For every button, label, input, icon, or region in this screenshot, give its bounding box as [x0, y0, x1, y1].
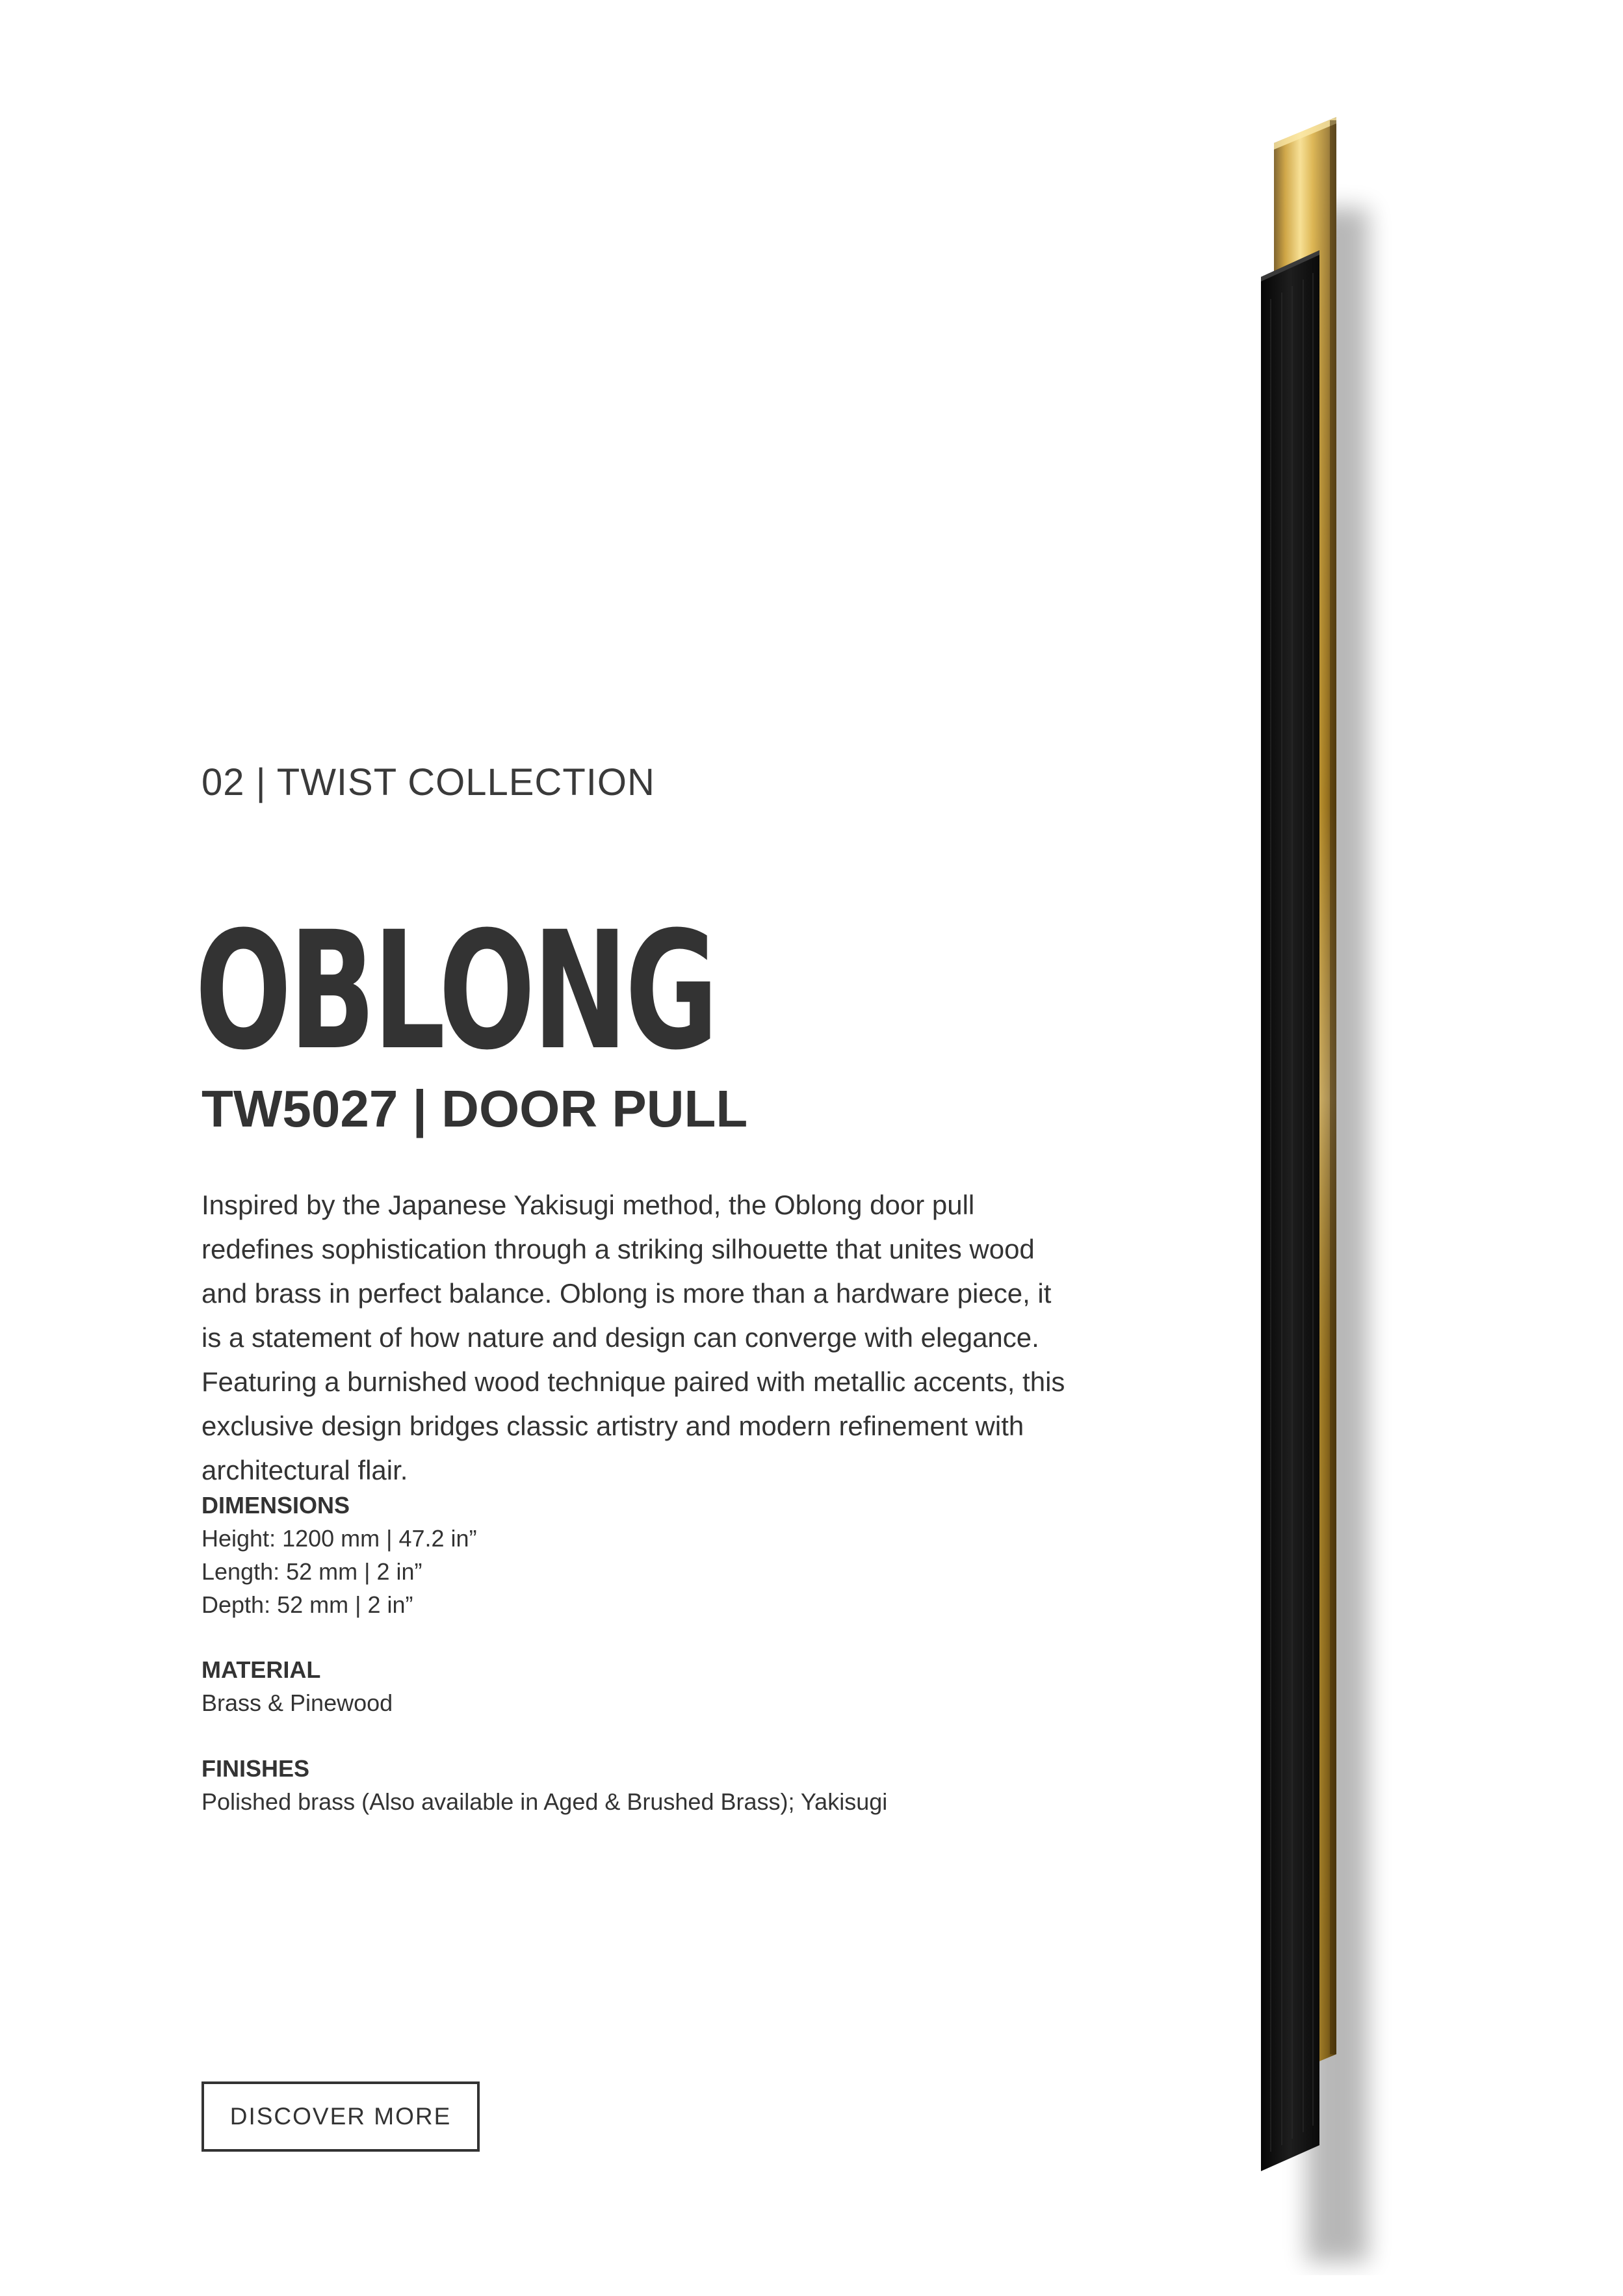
door-pull-image — [1209, 104, 1430, 2275]
dimension-length: Length: 52 mm | 2 in” — [201, 1558, 422, 1585]
product-description: Inspired by the Japanese Yakisugi method, the Oblong door pull redefines sophistication through a striking silhouette that unites wood and brass in perfect balance. Oblong is more than a hardware piece, it is a statement of how nature and design can converge with elegance. Featuring a burnished wood technique paired with metallic accents, this exclusive design bridges classic artistry and modern refinement with architectural flair. — [201, 1190, 1065, 1485]
dimension-depth: Depth: 52 mm | 2 in” — [201, 1591, 413, 1618]
finishes-section — [201, 1752, 887, 1818]
material-value: Brass & Pinewood — [201, 1689, 393, 1716]
material-heading: MATERIAL — [201, 1656, 321, 1683]
wood-bar — [1261, 250, 1319, 2171]
dimensions-section — [201, 1489, 477, 1621]
dimensions-heading: DIMENSIONS — [201, 1492, 350, 1519]
collection-label: 02 | TWIST COLLECTION — [201, 761, 655, 803]
finishes-heading: FINISHES — [201, 1755, 310, 1782]
dimension-height: Height: 1200 mm | 47.2 in” — [201, 1525, 477, 1552]
discover-more-button[interactable]: DISCOVER MORE — [201, 2081, 480, 2152]
product-code: TW5027 | DOOR PULL — [201, 1080, 748, 1138]
material-section — [201, 1653, 393, 1719]
finishes-value: Polished brass (Also available in Aged & Brushed Brass); Yakisugi — [201, 1788, 888, 1815]
product-title: OBLONG — [195, 896, 716, 1086]
